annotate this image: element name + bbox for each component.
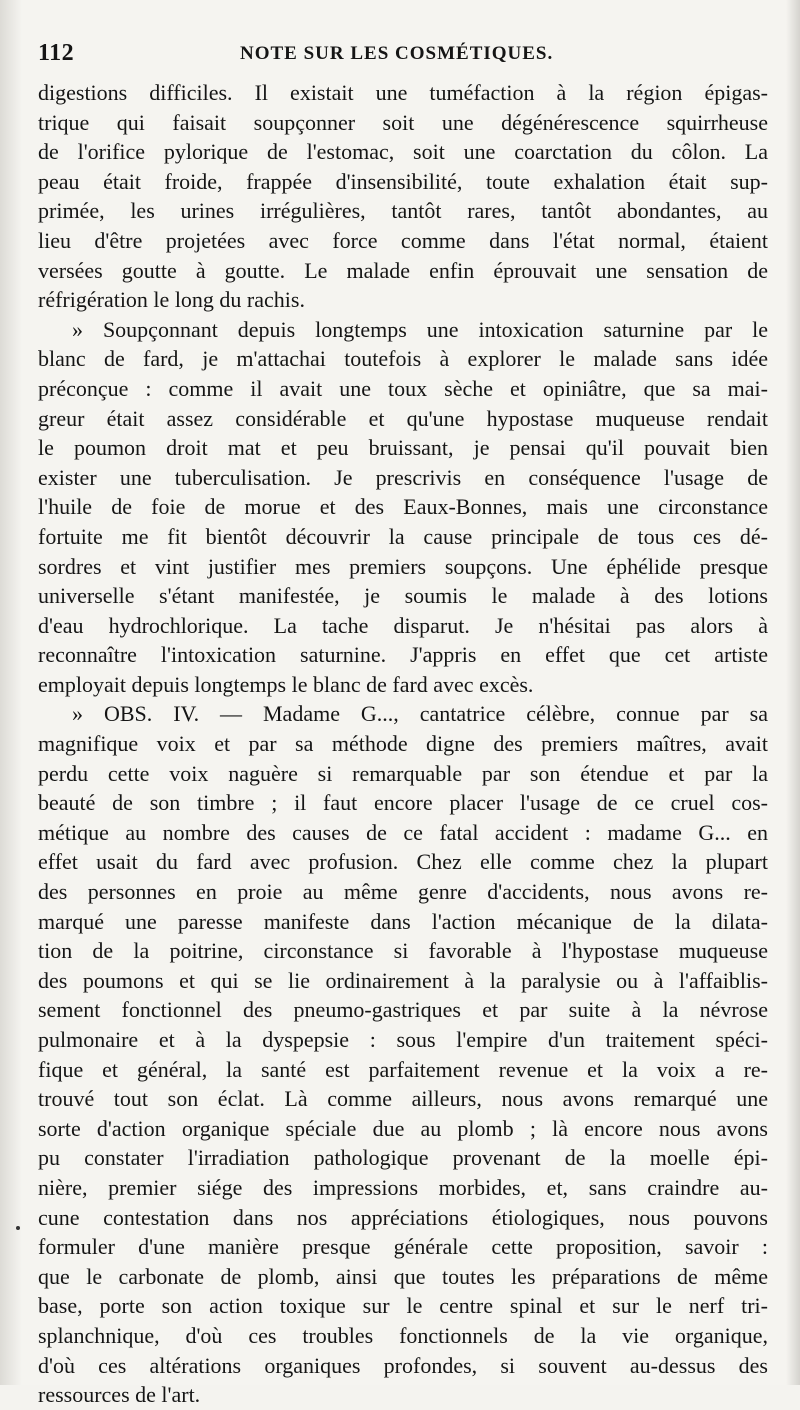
- text-line: fique et général, la santé est parfaitement revenue et la voix a re-: [38, 1056, 768, 1082]
- text-line: sement fonctionnel des pneumo-gastriques et par suite à la névrose: [38, 997, 768, 1023]
- text-line: exister une tuberculisation. Je prescrivis en conséquence l'usage de: [38, 464, 768, 490]
- text-line: des personnes en proie au même genre d'accidents, nous avons re-: [38, 879, 768, 905]
- text-line: effet usait du fard avec profusion. Chez elle comme chez la plupart: [38, 849, 768, 875]
- text-line: marqué une paresse manifeste dans l'action mécanique de la dilata-: [38, 908, 768, 934]
- text-line: d'eau hydrochlorique. La tache disparut. Je n'hésitai pas alors à: [38, 612, 768, 638]
- text-line: primée, les urines irrégulières, tantôt rares, tantôt abondantes, au: [38, 198, 768, 224]
- running-header: [38, 40, 784, 70]
- text-line: pu constater l'irradiation pathologique provenant de la moelle épi-: [38, 1145, 768, 1171]
- text-line: sorte d'action organique spéciale due au plomb ; là encore nous avons: [38, 1115, 768, 1141]
- text-line: de l'orifice pylorique de l'estomac, soit une coarctation du côlon. La: [38, 139, 768, 165]
- text-line: magnifique voix et par sa méthode digne des premiers maîtres, avait: [38, 731, 768, 757]
- text-line: cune contestation dans nos appréciations étiologiques, nous pouvons: [38, 1204, 768, 1230]
- text-line: employait depuis longtemps le blanc de fard avec excès.: [38, 671, 534, 697]
- text-line: préconçue : comme il avait une toux sèche et opiniâtre, que sa mai-: [38, 375, 768, 401]
- text-line: perdu cette voix naguère si remarquable par son étendue et par la: [38, 760, 768, 786]
- text-line: universelle s'étant manifestée, je soumis le malade à des lotions: [38, 583, 768, 609]
- text-line: blanc de fard, je m'attachai toutefois à explorer le malade sans idée: [38, 346, 768, 372]
- scan-shadow-right: [786, 0, 800, 1385]
- margin-dot: [16, 1226, 20, 1230]
- text-line: greur était assez considérable et qu'une hypostase muqueuse rendait: [38, 405, 768, 431]
- text-line: peau était froide, frappée d'insensibilité, toute exhalation était sup-: [38, 168, 768, 194]
- text-line: splanchnique, d'où ces troubles fonctionnels de la vie organique,: [38, 1322, 768, 1348]
- text-line: fortuite me fit bientôt découvrir la cause principale de tous ces dé-: [38, 523, 768, 549]
- text-line: réfrigération le long du rachis.: [38, 287, 305, 313]
- text-line: métique au nombre des causes de ce fatal accident : madame G... en: [38, 819, 768, 845]
- text-line: des poumons et qui se lie ordinairement à la paralysie ou à l'affaiblis-: [38, 967, 768, 993]
- text-line: tion de la poitrine, circonstance si favorable à l'hypostase muqueuse: [38, 938, 768, 964]
- text-line: l'huile de foie de morue et des Eaux-Bonnes, mais une circonstance: [38, 494, 768, 520]
- text-line: » OBS. IV. — Madame G..., cantatrice célèbre, connue par sa: [72, 701, 768, 727]
- page-number: 112: [38, 40, 75, 66]
- text-line: trouvé tout son éclat. Là comme ailleurs, nous avons remarqué une: [38, 1086, 768, 1112]
- running-title: NOTE SUR LES COSMÉTIQUES.: [240, 43, 554, 64]
- text-line: base, porte son action toxique sur le centre spinal et sur le nerf tri-: [38, 1293, 768, 1319]
- text-line: nière, premier siége des impressions morbides, et, sans craindre au-: [38, 1174, 768, 1200]
- text-line: digestions difficiles. Il existait une tuméfaction à la région épigas-: [38, 80, 768, 105]
- text-line: sordres et vint justifier mes premiers soupçons. Une éphélide presque: [38, 553, 768, 579]
- text-line: pulmonaire et à la dyspepsie : sous l'empire d'un traitement spéci-: [38, 1027, 768, 1052]
- text-line: beauté de son timbre ; il faut encore placer l'usage de ce cruel cos-: [38, 790, 768, 816]
- text-line: le poumon droit mat et peu bruissant, je pensai qu'il pouvait bien: [38, 435, 768, 461]
- scan-shadow-left: [0, 0, 22, 1385]
- text-line: formuler d'une manière presque générale cette proposition, savoir :: [38, 1234, 768, 1260]
- text-line: d'où ces altérations organiques profondes, si souvent au-dessus des: [38, 1352, 768, 1378]
- text-line: trique qui faisait soupçonner soit une dégénérescence squirrheuse: [38, 109, 768, 135]
- text-line: versées goutte à goutte. Le malade enfin éprouvait une sensation de: [38, 257, 768, 283]
- body-text: [38, 78, 768, 1410]
- text-line: lieu d'être projetées avec force comme dans l'état normal, étaient: [38, 227, 768, 253]
- text-line: reconnaître l'intoxication saturnine. J'appris en effet que cet artiste: [38, 642, 768, 668]
- text-line: ressources de l'art.: [38, 1382, 201, 1408]
- text-line: » Soupçonnant depuis longtemps une intoxication saturnine par le: [72, 316, 768, 342]
- text-line: que le carbonate de plomb, ainsi que toutes les préparations de même: [38, 1263, 768, 1289]
